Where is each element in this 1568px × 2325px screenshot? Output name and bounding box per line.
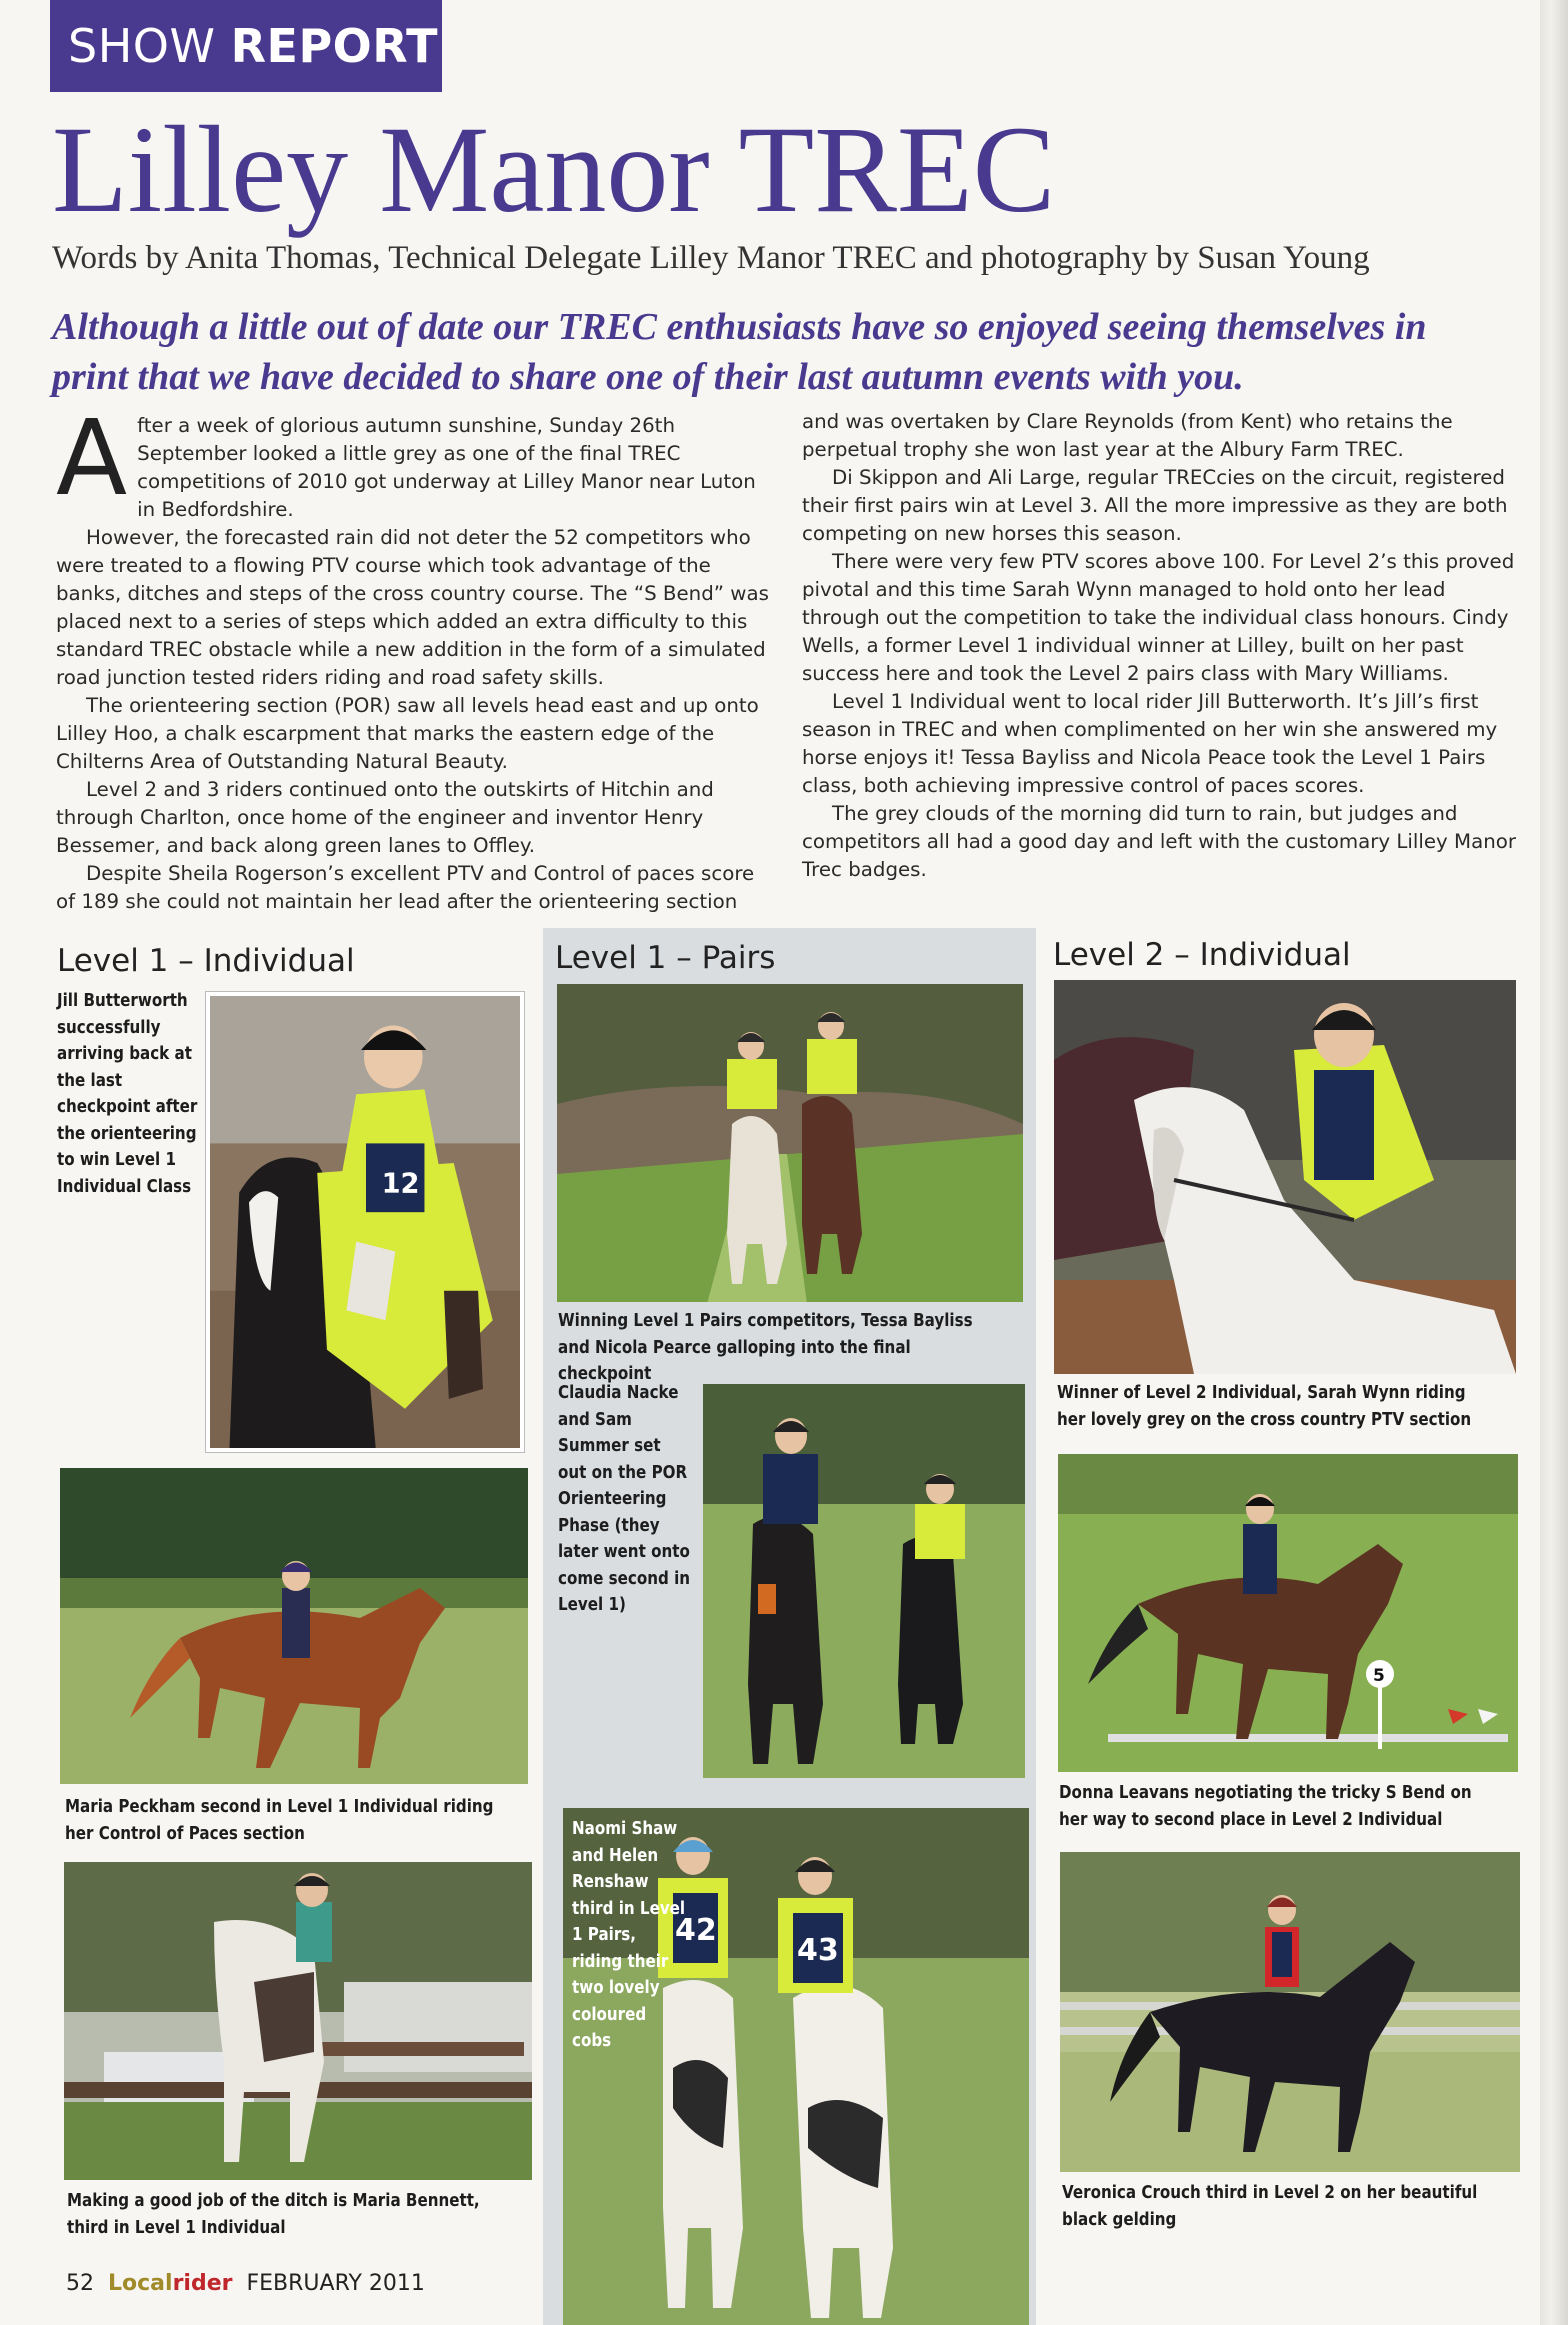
headline: Lilley Manor TREC [52,101,1056,238]
page-footer [66,2271,425,2296]
caption-maria-peckham: Maria Peckham second in Level 1 Individual riding her Control of Paces section [65,1796,494,1844]
article-paragraph: Di Skippon and Ali Large, regular TRECcies on the circuit, registered their first pairs win at Level 3. All the more impressive as they are both competing on new horses this season. [802,466,1508,545]
page-gutter-shadow [1540,0,1568,2325]
caption-maria-bennett: Making a good job of the ditch is Maria Bennett, third in Level 1 Individual [67,2190,480,2238]
marker-number-5: 5 [1373,1666,1385,1686]
caption-donna-leavans: Donna Leavans negotiating the tricky S Bend on her way to second place in Level 2 Individual [1059,1782,1472,1830]
caption-naomi-helen: Naomi Shaw and Helen Renshaw third in Level 1 Pairs, riding their two lovely coloured cobs [572,1818,686,2051]
caption-sarah-wynn: Winner of Level 2 Individual, Sarah Wynn riding her lovely grey on the cross country PTV section [1057,1382,1472,1430]
article-column-left [56,397,770,916]
photo-maria-peckham [60,1468,528,1784]
photo-donna-leavans-image [1058,1454,1518,1772]
heading-level1-pairs: Level 1 – Pairs [555,940,776,976]
caption-jill-butterworth: Jill Butterworth successfully arriving back at the last checkpoint after the orienteering to win Level 1 Individual Class [57,990,198,1197]
photo-tessa-nicola-image [557,984,1023,1302]
photo-jill-butterworth-image [210,996,520,1448]
section-label-bold: REPORT [230,19,439,73]
photo-claudia-sam [703,1384,1025,1778]
photo-donna-leavans [1058,1454,1518,1772]
paragraph-text: fter a week of glorious autumn sunshine, Sunday 26th September looked a little grey as one of the final TREC competitions of 2010 got underway at Lilley Manor near Luton in Bedfordshire. [137,414,756,521]
article-paragraph: However, the forecasted rain did not deter the 52 competitors who were treated to a flowing PTV course which took advantage of the banks, ditches and steps of the cross country course. The “S Bend” was placed next to a series of steps which added an extra difficulty to this standard TREC obstacle while a new addition in the form of a simulated road junction tested riders riding and road safety skills. [56,526,769,689]
bib-number-12: 12 [381,1168,420,1200]
heading-level2-individual: Level 2 – Individual [1053,937,1351,973]
photo-veronica-crouch [1060,1852,1520,2172]
article-paragraph: The grey clouds of the morning did turn to rain, but judges and competitors all had a good day and left with the customary Lilley Manor Trec badges. [802,802,1516,881]
heading-level1-individual: Level 1 – Individual [57,943,355,979]
photo-claudia-sam-image [703,1384,1025,1778]
article-paragraph: Despite Sheila Rogerson’s excellent PTV and Control of paces score of 189 she could not maintain her lead after the orienteering section [56,862,755,913]
article-paragraph: There were very few PTV scores above 100. For Level 2’s this proved pivotal and this time Sarah Wynn managed to hold onto her lead through out the competition to take the individual class honours. Cindy Wells, a former Level 1 individual winner at Lilley, built on her past success here and took the Level 2 pairs class with Mary Williams. [802,550,1515,685]
photo-tessa-nicola [557,984,1023,1302]
issue-date: FEBRUARY 2011 [246,2271,425,2296]
photo-maria-peckham-image [60,1468,528,1784]
bib-number-42: 42 [675,1913,717,1948]
photo-veronica-crouch-image [1060,1852,1520,2172]
section-label-light: SHOW [68,19,231,73]
photo-sarah-wynn [1054,980,1516,1374]
standfirst: Although a little out of date our TREC enthusiasts have so enjoyed seeing themselves in print that we have decided to share one of their last autumn events with you. [52,306,1427,398]
magazine-brand-local: Local [108,2271,173,2296]
article-paragraph: Level 2 and 3 riders continued onto the outskirts of Hitchin and through Charlton, once home of the engineer and inventor Henry Bessemer, and back along green lanes to Offley. [56,778,714,857]
caption-claudia-sam: Claudia Nacke and Sam Summer set out on the POR Orienteering Phase (they later went onto come second in Level 1) [558,1382,691,1615]
photo-maria-bennett [64,1862,532,2180]
article-paragraph: and was overtaken by Clare Reynolds (from Kent) who retains the perpetual trophy she won last year at the Albury Farm TREC. [802,410,1453,461]
page-number: 52 [66,2271,94,2296]
caption-tessa-nicola: Winning Level 1 Pairs competitors, Tessa Bayliss and Nicola Pearce galloping into the final checkpoint [558,1310,973,1384]
photo-sarah-wynn-image [1054,980,1516,1374]
caption-veronica-crouch: Veronica Crouch third in Level 2 on her beautiful black gelding [1062,2182,1478,2230]
photo-jill-butterworth [206,992,524,1452]
byline: Words by Anita Thomas, Technical Delegate Lilley Manor TREC and photography by Susan Young [52,240,1370,276]
drop-cap: A [56,397,128,519]
article-paragraph: Level 1 Individual went to local rider Jill Butterworth. It’s Jill’s first season in TREC and when complimented on her win she answered my horse enjoys it! Tessa Bayliss and Nicola Peace took the Level 1 Pairs class, both achieving impressive control of paces scores. [802,690,1498,797]
article-column-right [802,408,1516,884]
photo-maria-bennett-image [64,1862,532,2180]
article-paragraph [56,397,770,524]
magazine-brand-rider: rider [172,2271,233,2296]
section-label [50,0,442,92]
article-paragraph: The orienteering section (POR) saw all levels head east and up onto Lilley Hoo, a chalk escarpment that marks the eastern edge of the Chilterns Area of Outstanding Natural Beauty. [56,694,759,773]
bib-number-43: 43 [797,1933,839,1968]
